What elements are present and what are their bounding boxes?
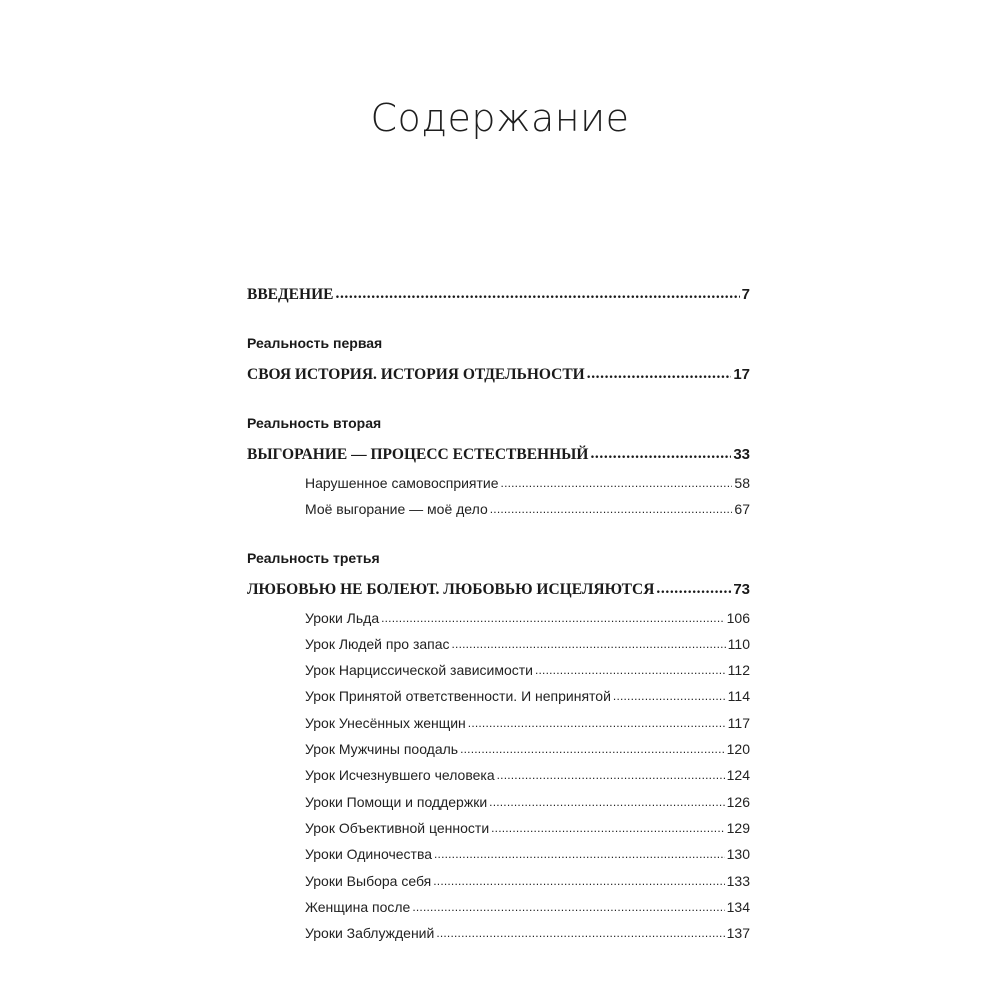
- toc-chapter-label: ЛЮБОВЬЮ НЕ БОЛЕЮТ. ЛЮБОВЬЮ ИСЦЕЛЯЮТСЯ: [247, 580, 655, 598]
- toc-entry-label: Моё выгорание — моё дело: [305, 501, 488, 518]
- toc-entry[interactable]: [305, 470, 750, 496]
- toc-entry-page: 58: [734, 475, 750, 491]
- toc-entry-page: 106: [726, 609, 750, 626]
- dot-leader: [590, 441, 731, 467]
- toc-entry-page: 137: [726, 925, 750, 942]
- dot-leader: [460, 735, 725, 762]
- part-heading: Реальность вторая: [247, 415, 382, 431]
- dot-leader: [490, 495, 733, 522]
- toc-chapter-page: 17: [733, 366, 750, 383]
- toc-entry[interactable]: [305, 605, 750, 631]
- page-title: Содержание: [370, 96, 630, 140]
- dot-leader: [491, 814, 725, 841]
- toc-entry-label: Урок Объективной ценности: [305, 819, 490, 836]
- dot-leader: [489, 788, 724, 815]
- toc-entry-label: Урок Исчезнувшего человека: [305, 767, 495, 784]
- toc-entry-label: Уроки Одиночества: [305, 846, 433, 863]
- toc-entry-label: Урок Унесённых женщин: [305, 714, 466, 731]
- toc-entry-label: Женщина после: [305, 898, 411, 915]
- toc-entry[interactable]: [305, 920, 750, 946]
- dot-leader: [613, 682, 726, 709]
- dot-leader: [587, 361, 732, 387]
- toc-entry-page: 117: [727, 714, 750, 731]
- toc-entry-label: Урок Нарциссической зависимости: [305, 662, 533, 679]
- toc-entry[interactable]: [305, 894, 750, 920]
- dot-leader: [656, 576, 731, 602]
- toc-entry-page: 124: [726, 767, 750, 784]
- toc-entry[interactable]: [305, 631, 750, 657]
- toc-entry-label: Урок Мужчины поодаль: [305, 741, 459, 758]
- toc-entry-page: 114: [727, 688, 750, 705]
- toc-entry[interactable]: [305, 710, 750, 736]
- toc-entry-label: Нарушенное самовосприятие: [305, 475, 499, 491]
- dot-leader: [468, 709, 726, 736]
- toc-entry[interactable]: [305, 841, 750, 867]
- toc-entry[interactable]: [305, 868, 750, 894]
- dot-leader: [436, 919, 724, 946]
- toc-chapter[interactable]: [247, 577, 750, 603]
- toc-intro[interactable]: [247, 282, 750, 308]
- toc-intro-page: 7: [741, 286, 750, 303]
- part-heading: Реальность третья: [247, 549, 380, 566]
- toc-entry-page: 130: [726, 846, 750, 863]
- toc-entry-label: Уроки Помощи и поддержки: [305, 793, 488, 810]
- toc-entry-page: 67: [734, 501, 750, 518]
- table-of-contents: [247, 282, 750, 946]
- toc-entry[interactable]: [305, 789, 750, 815]
- dot-leader: [434, 840, 725, 867]
- toc-chapter-label: СВОЯ ИСТОРИЯ. ИСТОРИЯ ОТДЕЛЬНОСТИ: [247, 366, 585, 383]
- toc-entry-page: 129: [726, 819, 750, 836]
- part-heading: Реальность первая: [247, 335, 383, 351]
- toc-entry-page: 110: [727, 635, 750, 652]
- dot-leader: [381, 604, 725, 631]
- toc-entry[interactable]: [305, 496, 750, 522]
- toc-entry[interactable]: [305, 683, 750, 709]
- toc-entry[interactable]: [305, 762, 750, 788]
- dot-leader: [497, 761, 725, 788]
- toc-entry[interactable]: [305, 736, 750, 762]
- toc-entry-label: Урок Принятой ответственности. И непринятой: [305, 688, 611, 705]
- dot-leader: [335, 281, 739, 307]
- toc-chapter[interactable]: [247, 362, 750, 388]
- dot-leader: [452, 630, 726, 657]
- toc-entry-page: 112: [727, 662, 750, 679]
- toc-chapter-page: 73: [733, 580, 750, 598]
- dot-leader: [535, 656, 726, 683]
- toc-parts: [247, 330, 750, 946]
- toc-entry-page: 126: [726, 793, 750, 810]
- toc-chapter-label: ВЫГОРАНИЕ — ПРОЦЕСС ЕСТЕСТВЕННЫЙ: [247, 446, 589, 463]
- toc-chapter[interactable]: [247, 442, 750, 468]
- toc-entry-label: Уроки Заблуждений: [305, 925, 435, 942]
- toc-entry-page: 120: [726, 741, 750, 758]
- toc-entry-page: 133: [726, 872, 750, 889]
- toc-entry-label: Урок Людей про запас: [305, 635, 450, 652]
- toc-entry-label: Уроки Выбора себя: [305, 872, 432, 889]
- dot-leader: [501, 469, 733, 496]
- toc-entry-label: Уроки Льда: [305, 609, 380, 626]
- dot-leader: [412, 893, 724, 920]
- toc-entry[interactable]: [305, 815, 750, 841]
- dot-leader: [433, 867, 724, 894]
- toc-entry[interactable]: [305, 657, 750, 683]
- toc-entry-page: 134: [726, 898, 750, 915]
- toc-chapter-page: 33: [733, 446, 750, 463]
- toc-intro-label: ВВЕДЕНИЕ: [247, 286, 334, 303]
